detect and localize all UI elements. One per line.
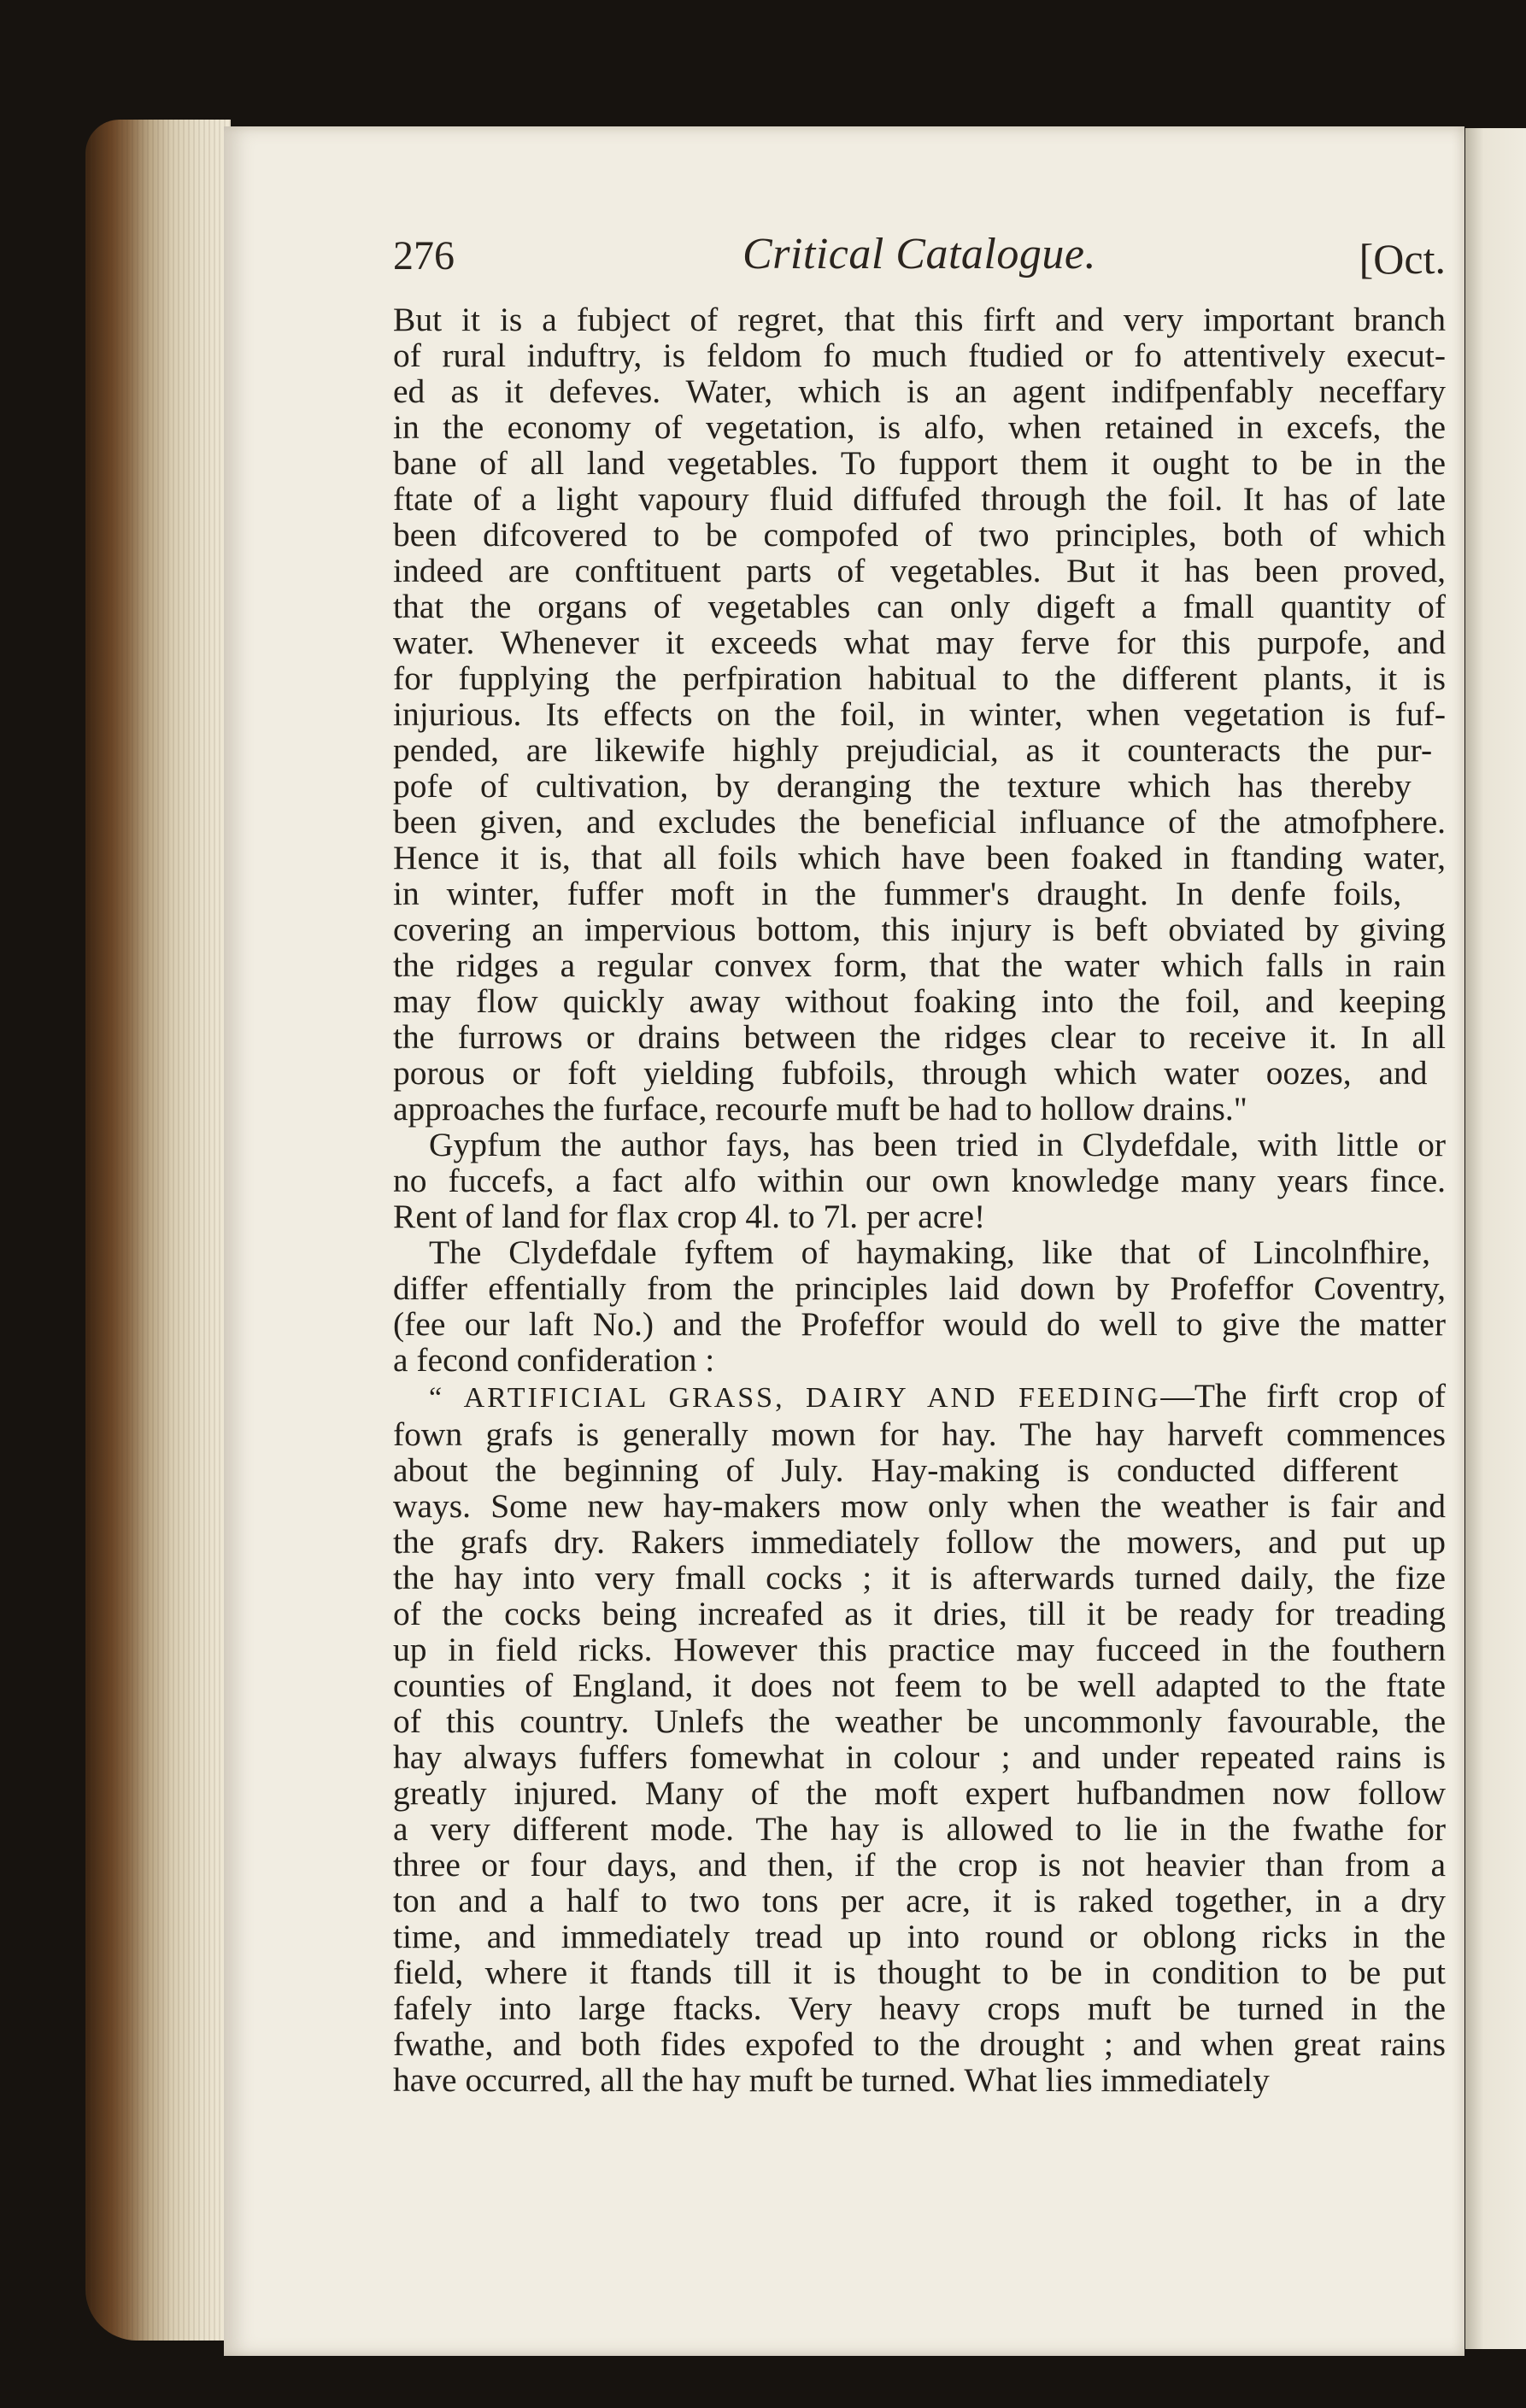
- paragraph-haymaking: [393, 1234, 1446, 1378]
- text-line: Gypfum the author fays, has been tried in Clydefdale, with little or: [429, 1126, 1446, 1163]
- text-line: the furrows or drains between the ridges clear to receive it. In all: [393, 1018, 1446, 1056]
- text-line: for fupplying the perfpiration habitual to the different plants, it is: [393, 659, 1446, 697]
- text-line: Rent of land for flax crop 4l. to 7l. per acre!: [393, 1198, 986, 1235]
- text-line: have occurred, all the hay muft be turned. What lies immediately: [393, 2061, 1270, 2099]
- text-line: a fecond confideration :: [393, 1341, 715, 1379]
- text-line: the grafs dry. Rakers immediately follow the mowers, and put up: [393, 1523, 1446, 1561]
- text-line: greatly injured. Many of the moft expert hufbandmen now follow: [393, 1774, 1446, 1812]
- page-number: 276: [393, 233, 455, 278]
- text-line: [393, 1378, 1446, 1416]
- text-line: the hay into very fmall cocks ; it is afterwards turned daily, the fize: [393, 1559, 1446, 1597]
- text-line: The Clydefdale fyftem of haymaking, like that of Lincolnfhire,: [429, 1233, 1430, 1271]
- text-line: bane of all land vegetables. To fupport them it ought to be in the: [393, 444, 1446, 482]
- text-line: ton and a half to two tons per acre, it is raked together, in a dry: [393, 1882, 1446, 1919]
- text-line: fafely into large ftacks. Very heavy crops muft be turned in the: [393, 1989, 1446, 2027]
- text-line: time, and immediately tread up into round or oblong ricks in the: [393, 1918, 1446, 1955]
- text-line: pended, are likewife highly prejudicial, as it counteracts the pur-: [393, 731, 1433, 769]
- running-title: Critical Catalogue.: [742, 230, 1096, 278]
- text-line: water. Whenever it exceeds what may ferve for this purpofe, and: [393, 624, 1446, 661]
- text-line: But it is a fubject of regret, that this firft and very important branch: [393, 301, 1446, 338]
- text-line: Hence it is, that all foils which have been foaked in ftanding water,: [393, 839, 1446, 876]
- facing-page-edge: [1465, 128, 1526, 2349]
- text-line: that the organs of vegetables can only digeft a fmall quantity of: [393, 588, 1446, 625]
- text-line: of this country. Unlefs the weather be uncommonly favourable, the: [393, 1702, 1446, 1740]
- text-line: up in field ricks. However this practice may fucceed in the fouthern: [393, 1631, 1446, 1668]
- section-lead-in: “ ARTIFICIAL GRASS, DAIRY AND FEEDING: [429, 1382, 1161, 1414]
- text-line: counties of England, it does not feem to be well adapted to the ftate: [393, 1667, 1446, 1704]
- text-line: injurious. Its effects on the foil, in winter, when vegetation is fuf-: [393, 695, 1446, 733]
- text-line: indeed are conftituent parts of vegetables. But it has been proved,: [393, 552, 1446, 589]
- text-line: ftate of a light vapoury fluid diffufed through the foil. It has of late: [393, 480, 1446, 518]
- body-text: [393, 302, 1446, 2098]
- text-line: field, where it ftands till it is thought to be in condition to be put: [393, 1954, 1446, 1991]
- text-line: been difcovered to be compofed of two principles, both of which: [393, 516, 1446, 554]
- text-line: of rural induftry, is feldom fo much ftudied or fo attentively execut-: [393, 337, 1446, 374]
- text-line: fown grafs is generally mown for hay. The hay harveft commences: [393, 1415, 1446, 1453]
- page-header: [393, 227, 1446, 294]
- text-line: ways. Some new hay-makers mow only when the weather is fair and: [393, 1487, 1446, 1525]
- text-line: may flow quickly away without foaking into the foil, and keeping: [393, 982, 1446, 1020]
- text-line: no fuccefs, a fact alfo within our own knowledge many years fince.: [393, 1162, 1446, 1199]
- text-line: of the cocks being increafed as it dries, till it be ready for treading: [393, 1595, 1446, 1632]
- text-line: about the beginning of July. Hay-making is conducted different: [393, 1451, 1399, 1489]
- text-line: pofe of cultivation, by deranging the texture which has thereby: [393, 767, 1412, 805]
- text-line: in the economy of vegetation, is alfo, when retained in excefs, the: [393, 408, 1446, 446]
- text-line: a very different mode. The hay is allowed to lie in the fwathe for: [393, 1810, 1446, 1848]
- text-line: (fee our laft No.) and the Profeffor would do well to give the matter: [393, 1305, 1446, 1343]
- text-line: differ effentially from the principles laid down by Profeffor Coventry,: [393, 1269, 1446, 1307]
- paragraph-gypsum: [393, 1127, 1446, 1234]
- text-line: ed as it defeves. Water, which is an agent indifpenfably neceffary: [393, 372, 1446, 410]
- text-line: the ridges a regular convex form, that the water which falls in rain: [393, 946, 1446, 984]
- text-line-continuation: —The firft crop of: [1160, 1377, 1446, 1415]
- book-page: [224, 126, 1464, 2356]
- book-fore-edge: [85, 120, 231, 2341]
- text-line: been given, and excludes the beneficial influance of the atmofphere.: [393, 803, 1446, 841]
- text-line: in winter, fuffer moft in the fummer's draught. In denfe foils,: [393, 875, 1402, 912]
- text-line: porous or foft yielding fubfoils, through which water oozes, and: [393, 1054, 1428, 1092]
- text-line: three or four days, and then, if the crop is not heavier than from a: [393, 1846, 1446, 1884]
- text-line: approaches the furface, recourfe muft be had to hollow drains.": [393, 1090, 1247, 1128]
- text-line: hay always fuffers fomewhat in colour ; and under repeated rains is: [393, 1738, 1446, 1776]
- text-line: fwathe, and both fides expofed to the drought ; and when great rains: [393, 2025, 1446, 2063]
- running-month: [Oct.: [1359, 235, 1446, 283]
- paragraph-artificial-grass: [393, 1378, 1446, 2098]
- text-line: covering an impervious bottom, this injury is beft obviated by giving: [393, 911, 1446, 948]
- paragraph-drainage: [393, 302, 1446, 1127]
